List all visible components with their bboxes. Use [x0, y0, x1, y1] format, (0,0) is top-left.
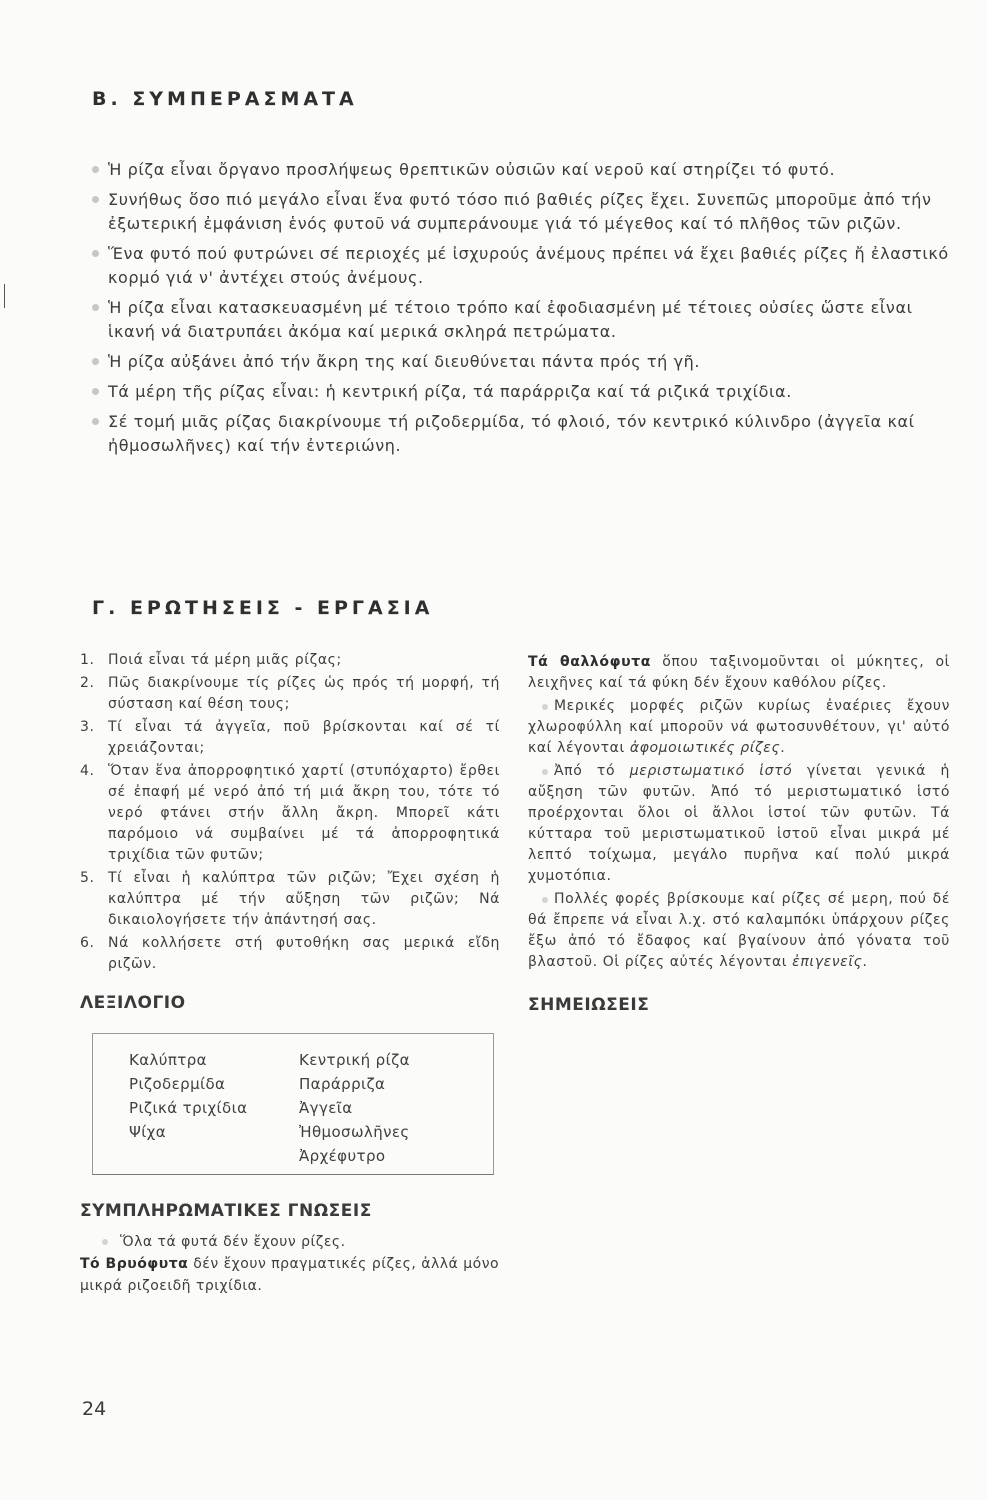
supplementary-title: ΣΥΜΠΛΗΡΩΜΑΤΙΚΕΣ ΓΝΩΣΕΙΣ [80, 1201, 372, 1221]
question-item [80, 933, 500, 975]
emphasis-term: ἐπιγενεῖς [792, 954, 863, 970]
glossary-title: ΛΕΞΙΛΟΓΙΟ [80, 993, 186, 1013]
supplementary-line: Ὅλα τά φυτά δέν ἔχουν ρίζες. [80, 1231, 500, 1253]
list-item: Σέ τομή μιᾶς ρίζας διακρίνουμε τή ριζοδερμίδα, τό φλοιό, τόν κεντρικό κύλινδρο (ἀγγεῖα καί ἠθμοσωλῆνες) καί τήν ἐντεριώνη. [92, 410, 950, 458]
meristem-paragraph [528, 761, 950, 887]
question-text: Τί εἶναι ἡ καλύπτρα τῶν ριζῶν; Ἔχει σχέση ἡ καλύπτρα μέ τήν αὔξηση τῶν ριζῶν; Νά δικαιολογήσετε τήν ἀπάντησή σας. [108, 870, 500, 928]
glossary-term: Ψίχα [129, 1123, 167, 1141]
conclusions-list [92, 158, 950, 464]
question-number: 3. [80, 719, 95, 735]
margin-mark [4, 284, 5, 308]
supplementary-text [80, 1231, 500, 1297]
question-text: Ποιά εἶναι τά μέρη μιᾶς ρίζας; [108, 652, 342, 668]
question-text: Τί εἶναι τά ἀγγεῖα, ποῦ βρίσκονται καί σέ τί χρειάζονται; [108, 719, 500, 756]
notes-title: ΣΗΜΕΙΩΣΕΙΣ [528, 995, 650, 1015]
list-item: Ἡ ρίζα εἶναι κατασκευασμένη μέ τέτοιο τρόπο καί ἐφοδιασμένη μέ τέτοιες οὐσίες ὥστε εἶναι ἱκανή νά διατρυπάει ἀκόμα καί μερικά σκληρά πετρώματα. [92, 296, 950, 344]
aerial-roots-paragraph [528, 696, 950, 759]
adventitious-roots-paragraph [528, 889, 950, 973]
question-number: 1. [80, 652, 95, 668]
thallophyta-paragraph [528, 652, 950, 694]
question-number: 6. [80, 935, 95, 951]
thallophyta-text: ὅπου ταξινομοῦνται οἱ μύκητες, οἱ λειχῆνες καί τά φύκη δέν ἔχουν καθόλου ρίζες. [528, 654, 950, 691]
glossary-term: Ἀρχέφυτρο [299, 1147, 386, 1165]
question-item [80, 717, 500, 759]
question-text: Ὅταν ἕνα ἀπορροφητικό χαρτί (στυπόχαρτο) ἔρθει σέ ἐπαφή μέ νερό ἀπό τή μιά ἄκρη του, τότε τό νερό φτάνει στήν ἄλλη ἄκρη. Μπορεῖ κάτι παρόμοιο νά συμβαίνει μέ τά ἀπορροφητικά τριχίδια τῶν φυτῶν; [108, 763, 500, 863]
paragraph-end: . [862, 954, 868, 970]
emphasis-term: μεριστωματικό ἱστό [629, 763, 793, 779]
glossary-term: Κεντρική ρίζα [299, 1051, 410, 1069]
list-item: Ἕνα φυτό πού φυτρώνει σέ περιοχές μέ ἰσχυρούς ἀνέμους πρέπει νά ἔχει βαθιές ρίζες ἤ ἐλαστικό κορμό γιά ν' ἀντέχει στούς ἀνέμους. [92, 242, 950, 290]
glossary-box [92, 1033, 494, 1175]
bryophyta-term: Τό Βρυόφυτα [80, 1256, 189, 1272]
list-item: Ἡ ρίζα αὐξάνει ἀπό τήν ἄκρη της καί διευθύνεται πάντα πρός τή γῆ. [92, 350, 950, 374]
paragraph-text: Πολλές φορές βρίσκουμε καί ρίζες σέ μερη, πού δέ θά ἔπρεπε νά εἶναι λ.χ. στό καλαμπόκι ὑπάρχουν ρίζες ἔξω ἀπό τό ἔδαφος καί βγαίνουν ἀπό γόνατα τοῦ βλαστοῦ. Οἱ ρίζες αὐτές λέγονται [528, 891, 950, 970]
right-column [528, 652, 950, 1015]
glossary-term: Ριζοδερμίδα [129, 1075, 226, 1093]
list-item: Ἡ ρίζα εἶναι ὄργανο προσλήψεως θρεπτικῶν οὐσιῶν καί νεροῦ καί στηρίζει τό φυτό. [92, 158, 950, 182]
list-item: Τά μέρη τῆς ρίζας εἶναι: ἡ κεντρική ρίζα, τά παράρριζα καί τά ριζικά τριχίδια. [92, 380, 950, 404]
glossary-term: Ἀγγεῖα [299, 1099, 353, 1117]
bryophyta-text: δέν ἔχουν πραγματικές ρίζες, ἀλλά μόνο μικρά ριζοειδῆ τριχίδια. [80, 1256, 500, 1294]
glossary-term: Ἠθμοσωλῆνες [299, 1123, 410, 1141]
question-text: Νά κολλήσετε στή φυτοθήκη σας μερικά εἴδη ριζῶν. [108, 935, 500, 972]
question-item [80, 673, 500, 715]
left-column [80, 650, 500, 1297]
paragraph-text: Μερικές μορφές ριζῶν κυρίως ἐναέριες ἔχουν χλωροφύλλη καί μποροῦν νά φωτοσυνθέτουν, γι' αὐτό καί λέγονται [528, 698, 950, 756]
glossary-term: Καλύπτρα [129, 1051, 207, 1069]
question-item [80, 868, 500, 931]
question-number: 5. [80, 870, 95, 886]
questions-list [80, 650, 500, 975]
question-item [80, 761, 500, 866]
question-text: Πῶς διακρίνουμε τίς ρίζες ὡς πρός τή μορφή, τή σύσταση καί θέση τους; [108, 675, 500, 712]
question-number: 4. [80, 763, 95, 779]
paragraph-start: Ἀπό τό [554, 763, 630, 779]
list-item: Συνήθως ὅσο πιό μεγάλο εἶναι ἕνα φυτό τόσο πιό βαθιές ρίζες ἔχει. Συνεπῶς μποροῦμε ἀπό τήν ἐξωτερική ἐμφάνιση ἑνός φυτοῦ νά συμπεράνουμε γιά τό μέγεθος καί τό πλῆθος τῶν ριζῶν. [92, 188, 950, 236]
question-item [80, 650, 500, 671]
supplementary-paragraph [80, 1253, 500, 1297]
section-g-title: Γ. ΕΡΩΤΗΣΕΙΣ - ΕΡΓΑΣΙΑ [92, 597, 434, 619]
question-number: 2. [80, 675, 95, 691]
glossary-term: Παράρριζα [299, 1075, 386, 1093]
page-number: 24 [82, 1398, 107, 1420]
paragraph-text: γίνεται γενικά ἡ αὔξηση τῶν φυτῶν. Ἀπό τό μεριστωματικό ἱστό προέρχονται ὅλοι οἱ ἄλλοι ἱστοί τῶν φυτῶν. Τά κύτταρα τοῦ μεριστωματικοῦ ἱστοῦ εἶναι μικρά μέ λεπτό τοίχωμα, μεγάλο πυρῆνα καί πολύ μικρά χυμοτόπια. [528, 763, 950, 884]
glossary-right-column [299, 1048, 410, 1168]
glossary-left-column [129, 1048, 247, 1144]
paragraph-end: . [780, 740, 786, 756]
thallophyta-term: Τά θαλλόφυτα [528, 654, 651, 670]
section-b-title: Β. ΣΥΜΠΕΡΑΣΜΑΤΑ [92, 88, 358, 110]
emphasis-term: ἀφομοιωτικές ρίζες [629, 740, 781, 756]
glossary-term: Ριζικά τριχίδια [129, 1099, 248, 1117]
